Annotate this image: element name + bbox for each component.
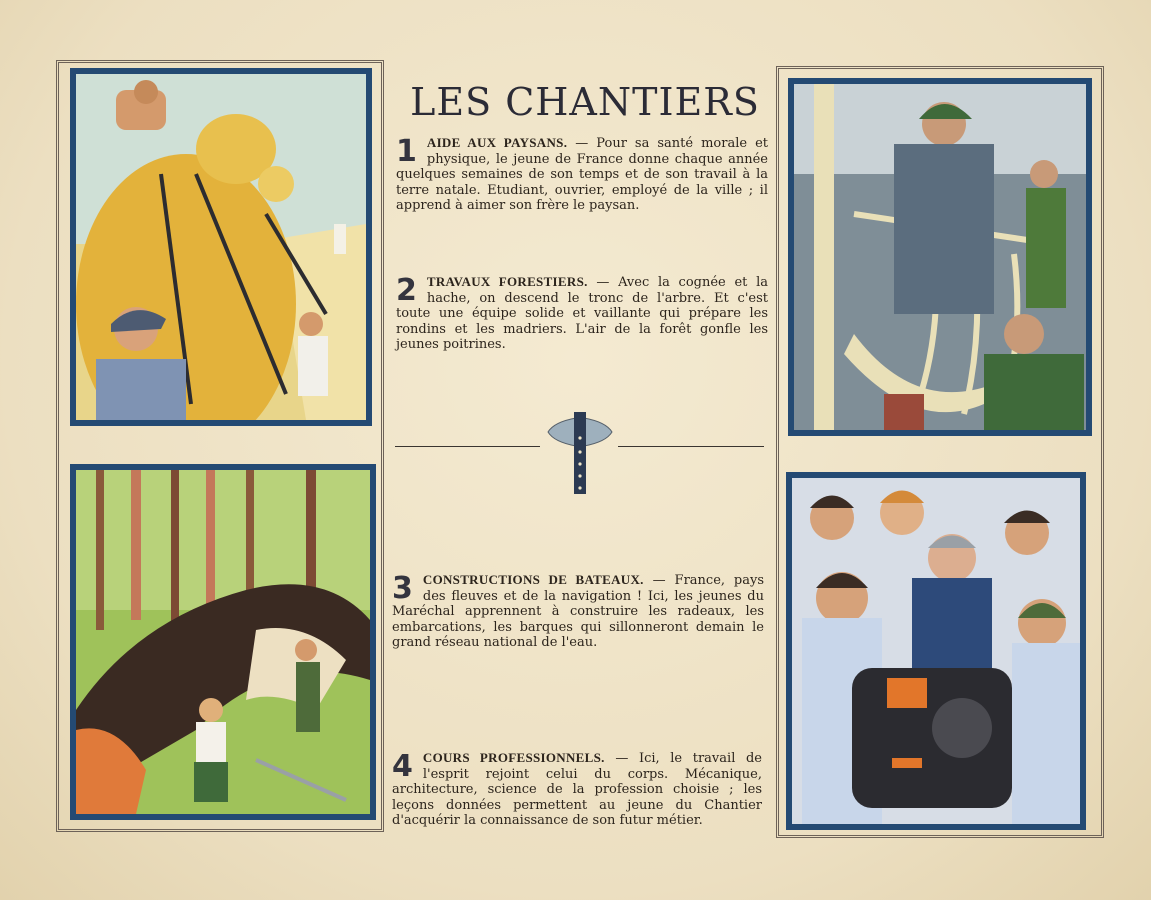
divider-left [395,446,540,447]
section-cours-professionnels [392,750,762,829]
section-aide-aux-paysans [396,135,768,214]
section-text: — Pour sa santé morale et physique, le jeune de France donne chaque année quelques semaines de son temps et de son travail à la terre natale. Etudiant, ouvrier, employé de la ville ; il apprend à aimer son frère le paysan. [396,136,768,213]
divider-right [618,446,764,447]
section-text: — France, pays des fleuves et de la navigation ! Ici, les jeunes du Maréchal apprennent à construire les radeaux, les embarcations, les barques qui sillonneront demain le grand réseau national de l'eau. [392,573,765,650]
section-text: — Ici, le travail de l'esprit rejoint celui du corps. Mécanique, architecture, science de la profession choisie ; les leçons données permettent au jeune du Chantier d'acquérir la connaissance de son futur métier. [392,751,762,828]
section-number: 2 [396,273,417,308]
section-number: 1 [396,134,417,169]
francisque-axe-icon [546,408,614,496]
mechanics-class-illustration [786,472,1086,830]
boatbuilding-illustration [788,78,1092,436]
section-heading: COURS PROFESSIONNELS. [422,750,605,765]
page-title: LES CHANTIERS [410,80,760,125]
harvest-illustration [70,68,372,426]
section-heading: AIDE AUX PAYSANS. [426,135,568,150]
section-number: 4 [392,749,413,784]
section-constructions-de-bateaux [392,572,764,651]
section-heading: CONSTRUCTIONS DE BATEAUX. [422,572,644,587]
section-heading: TRAVAUX FORESTIERS. [426,274,588,289]
section-travaux-forestiers [396,274,768,353]
section-text: — Avec la cognée et la hache, on descend le tronc de l'arbre. Et c'est toute une équipe solide et vaillante qui prépare les rondins et les madriers. L'air de la forêt gonfle les jeunes poitrines. [396,275,768,352]
section-number: 3 [392,571,413,606]
forestry-illustration [70,464,376,820]
